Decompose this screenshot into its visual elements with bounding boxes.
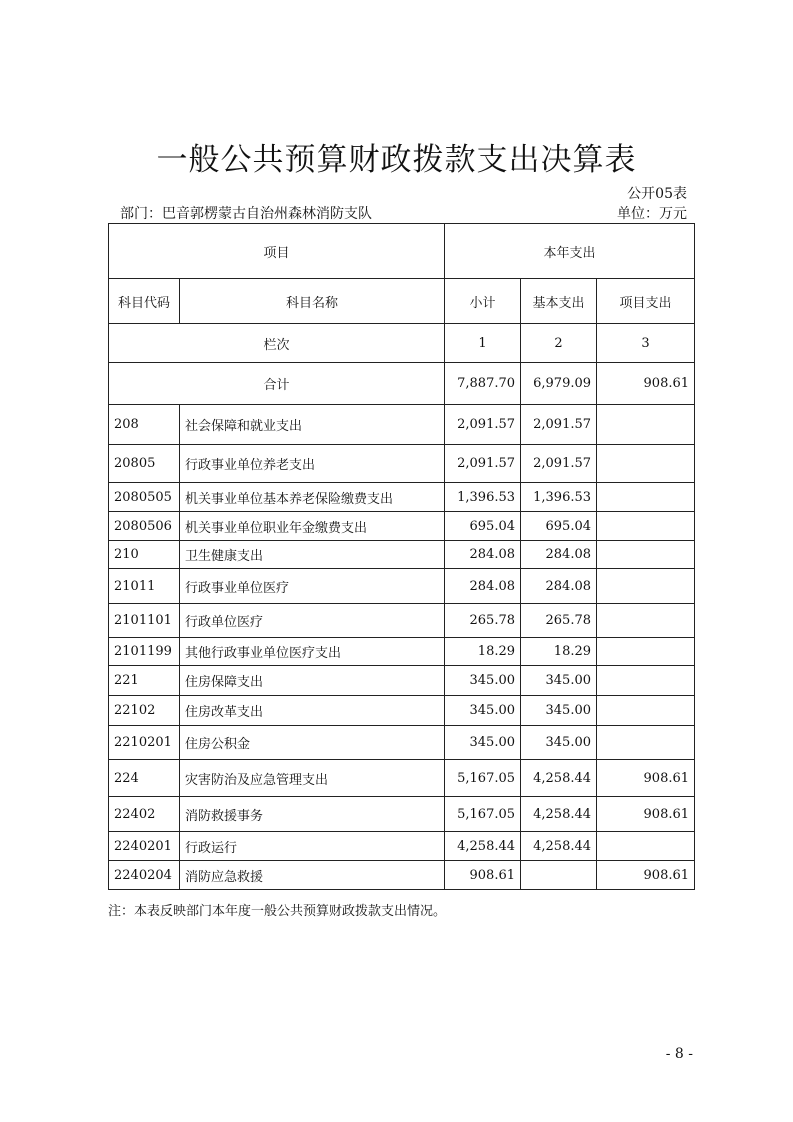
row-basic	[521, 861, 597, 890]
row-code: 2240201	[109, 832, 180, 861]
column-number-row	[109, 324, 695, 363]
total-project: 908.61	[597, 363, 695, 405]
row-code: 2080505	[109, 483, 180, 512]
row-basic: 345.00	[521, 726, 597, 760]
row-project	[597, 405, 695, 445]
row-name: 社会保障和就业支出	[180, 405, 445, 445]
row-name: 其他行政事业单位医疗支出	[180, 638, 445, 666]
header-name: 科目名称	[180, 279, 445, 324]
row-code: 210	[109, 541, 180, 569]
row-code: 2101101	[109, 604, 180, 638]
row-subtotal: 345.00	[445, 666, 521, 696]
column-number-3: 3	[597, 324, 695, 363]
row-project	[597, 832, 695, 861]
page-number: - 8 -	[665, 1046, 693, 1062]
row-basic: 345.00	[521, 696, 597, 726]
row-code: 221	[109, 666, 180, 696]
row-project: 908.61	[597, 760, 695, 797]
table-code: 公开05表	[627, 186, 687, 202]
row-name: 机关事业单位职业年金缴费支出	[180, 512, 445, 541]
row-subtotal: 4,258.44	[445, 832, 521, 861]
row-code: 208	[109, 405, 180, 445]
row-subtotal: 5,167.05	[445, 760, 521, 797]
row-subtotal: 18.29	[445, 638, 521, 666]
table-row	[109, 666, 695, 696]
header-item: 项目	[109, 224, 445, 279]
table-note: 注：本表反映部门本年度一般公共预算财政拨款支出情况。	[108, 904, 447, 919]
header-basic: 基本支出	[521, 279, 597, 324]
row-project	[597, 483, 695, 512]
table-row	[109, 405, 695, 445]
table-row	[109, 604, 695, 638]
table-row	[109, 512, 695, 541]
row-name: 行政事业单位养老支出	[180, 445, 445, 483]
row-basic: 265.78	[521, 604, 597, 638]
row-name: 灾害防治及应急管理支出	[180, 760, 445, 797]
row-project	[597, 638, 695, 666]
total-label: 合计	[109, 363, 445, 405]
row-subtotal: 2,091.57	[445, 445, 521, 483]
table-row	[109, 726, 695, 760]
row-code: 20805	[109, 445, 180, 483]
unit-label: 单位：万元	[617, 206, 687, 222]
row-basic: 2,091.57	[521, 405, 597, 445]
expense-table	[108, 223, 695, 890]
row-name: 消防救援事务	[180, 797, 445, 832]
department-label: 部门：巴音郭楞蒙古自治州森林消防支队	[120, 206, 372, 222]
table-row	[109, 797, 695, 832]
row-subtotal: 265.78	[445, 604, 521, 638]
table-row	[109, 696, 695, 726]
row-subtotal: 695.04	[445, 512, 521, 541]
column-number-2: 2	[521, 324, 597, 363]
table-row	[109, 760, 695, 797]
row-project	[597, 512, 695, 541]
table-row	[109, 541, 695, 569]
row-subtotal: 284.08	[445, 569, 521, 604]
row-basic: 284.08	[521, 541, 597, 569]
row-basic: 18.29	[521, 638, 597, 666]
row-name: 卫生健康支出	[180, 541, 445, 569]
header-row-1	[109, 224, 695, 279]
row-subtotal: 908.61	[445, 861, 521, 890]
row-name: 住房保障支出	[180, 666, 445, 696]
header-current-year-expense: 本年支出	[445, 224, 695, 279]
table-row	[109, 445, 695, 483]
total-subtotal: 7,887.70	[445, 363, 521, 405]
row-basic: 2,091.57	[521, 445, 597, 483]
row-basic: 4,258.44	[521, 832, 597, 861]
table-row	[109, 638, 695, 666]
row-code: 2210201	[109, 726, 180, 760]
row-name: 行政事业单位医疗	[180, 569, 445, 604]
row-project	[597, 666, 695, 696]
row-project	[597, 541, 695, 569]
row-project	[597, 696, 695, 726]
row-subtotal: 5,167.05	[445, 797, 521, 832]
row-code: 2101199	[109, 638, 180, 666]
row-basic: 4,258.44	[521, 797, 597, 832]
row-basic: 284.08	[521, 569, 597, 604]
row-project: 908.61	[597, 861, 695, 890]
table-row	[109, 861, 695, 890]
row-project	[597, 604, 695, 638]
table-row	[109, 483, 695, 512]
row-project	[597, 726, 695, 760]
row-project	[597, 569, 695, 604]
row-subtotal: 345.00	[445, 696, 521, 726]
row-code: 22102	[109, 696, 180, 726]
row-project	[597, 445, 695, 483]
row-name: 行政运行	[180, 832, 445, 861]
header-project: 项目支出	[597, 279, 695, 324]
row-code: 224	[109, 760, 180, 797]
row-subtotal: 345.00	[445, 726, 521, 760]
header-subtotal: 小计	[445, 279, 521, 324]
row-name: 行政单位医疗	[180, 604, 445, 638]
row-name: 机关事业单位基本养老保险缴费支出	[180, 483, 445, 512]
document-title: 一般公共预算财政拨款支出决算表	[156, 142, 637, 178]
row-code: 21011	[109, 569, 180, 604]
row-name: 住房公积金	[180, 726, 445, 760]
row-subtotal: 1,396.53	[445, 483, 521, 512]
column-number-label: 栏次	[109, 324, 445, 363]
table-row	[109, 832, 695, 861]
row-name: 消防应急救援	[180, 861, 445, 890]
total-row	[109, 363, 695, 405]
row-name: 住房改革支出	[180, 696, 445, 726]
column-number-1: 1	[445, 324, 521, 363]
row-subtotal: 284.08	[445, 541, 521, 569]
row-subtotal: 2,091.57	[445, 405, 521, 445]
row-basic: 345.00	[521, 666, 597, 696]
header-code: 科目代码	[109, 279, 180, 324]
row-basic: 4,258.44	[521, 760, 597, 797]
row-code: 22402	[109, 797, 180, 832]
row-basic: 695.04	[521, 512, 597, 541]
row-code: 2080506	[109, 512, 180, 541]
row-project: 908.61	[597, 797, 695, 832]
row-basic: 1,396.53	[521, 483, 597, 512]
header-row-2	[109, 279, 695, 324]
table-row	[109, 569, 695, 604]
total-basic: 6,979.09	[521, 363, 597, 405]
row-code: 2240204	[109, 861, 180, 890]
